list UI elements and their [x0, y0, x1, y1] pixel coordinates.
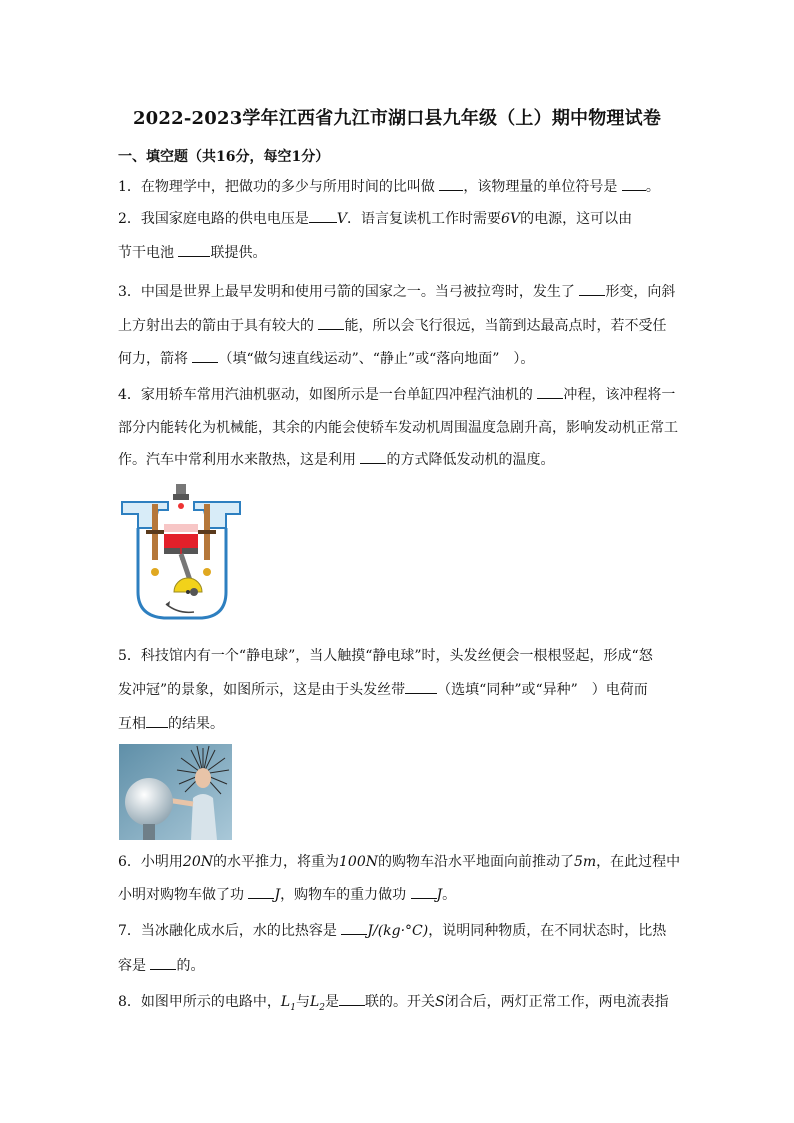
answer-blank[interactable] [579, 283, 605, 296]
answer-blank[interactable] [360, 451, 386, 464]
question-6-line-2: 小明对购物车做了功 J，购物车的重力做功 J。 [118, 887, 457, 903]
page-title: 2022-2023学年江西省九江市湖口县九年级（上）期中物理试卷 [132, 108, 662, 129]
answer-blank[interactable] [537, 386, 563, 399]
answer-blank[interactable] [439, 178, 463, 191]
answer-blank[interactable] [622, 178, 646, 191]
question-7-line-2: 容是 的。 [118, 958, 205, 974]
static-ball-photo [119, 744, 232, 840]
answer-blank[interactable] [341, 922, 367, 935]
spark-plug-icon [176, 484, 186, 494]
answer-blank[interactable] [411, 886, 437, 899]
question-7-line-1: 7．当冰融化成水后，水的比热容是 J/(kg·°C)，说明同种物质，在不同状态时，比热 [118, 923, 667, 939]
question-1: 1．在物理学中，把做功的多少与所用时间的比叫做 ，该物理量的单位符号是 。 [118, 179, 660, 195]
question-8-line-1: 8．如图甲所示的电路中，$L_1$与$L_2$是 联的。开关S闭合后，两灯正常工作，两电流表指 [118, 994, 669, 1013]
answer-blank[interactable] [339, 993, 365, 1006]
question-2-line-2: 节干电池 联提供。 [118, 245, 267, 261]
question-2-line-1: 2．我国家庭电路的供电电压是 V．语言复读机工作时需要6V的电源，这可以由 [118, 211, 633, 227]
question-3-line-1: 3．中国是世界上最早发明和使用弓箭的国家之一。当弓被拉弯时，发生了 形变，向斜 [118, 284, 676, 300]
question-5-line-3: 互相 的结果。 [118, 716, 224, 732]
question-3-line-3: 何力，箭将 （填“做匀速直线运动”、“静止”或“落向地面” ）。 [118, 351, 535, 367]
question-3-line-2: 上方射出去的箭由于具有较大的 能，所以会飞行很远，当箭到达最高点时，若不受任 [118, 318, 667, 334]
engine-diagram [118, 480, 244, 622]
question-6-line-1: 6．小明用20N的水平推力，将重为100N的购物车沿水平地面向前推动了5m，在此过程中 [118, 854, 681, 870]
answer-blank[interactable] [318, 317, 344, 330]
answer-blank[interactable] [248, 886, 274, 899]
section-heading: 一、填空题（共16分，每空1分） [118, 149, 330, 165]
question-5-line-2: 发冲冠”的景象，如图所示，这是由于头发丝带 （选填“同种”或“异种” ）电荷而 [118, 682, 648, 698]
answer-blank[interactable] [192, 350, 218, 363]
question-5-line-1: 5．科技馆内有一个“静电球”，当人触摸“静电球”时，头发丝便会一根根竖起，形成“怒 [118, 648, 653, 664]
static-ball-icon [125, 778, 173, 826]
answer-blank[interactable] [150, 957, 176, 970]
answer-blank[interactable] [178, 244, 210, 257]
question-4-line-2: 部分内能转化为机械能，其余的内能会使轿车发动机周围温度急剧升高，影响发动机正常工 [118, 420, 678, 436]
answer-blank[interactable] [405, 681, 437, 694]
answer-blank[interactable] [146, 715, 168, 728]
question-4-line-1: 4．家用轿车常用汽油机驱动，如图所示是一台单缸四冲程汽油机的 冲程，该冲程将一 [118, 387, 676, 403]
question-4-line-3: 作。汽车中常利用水来散热，这是利用 的方式降低发动机的温度。 [118, 452, 555, 468]
answer-blank[interactable] [309, 210, 337, 223]
